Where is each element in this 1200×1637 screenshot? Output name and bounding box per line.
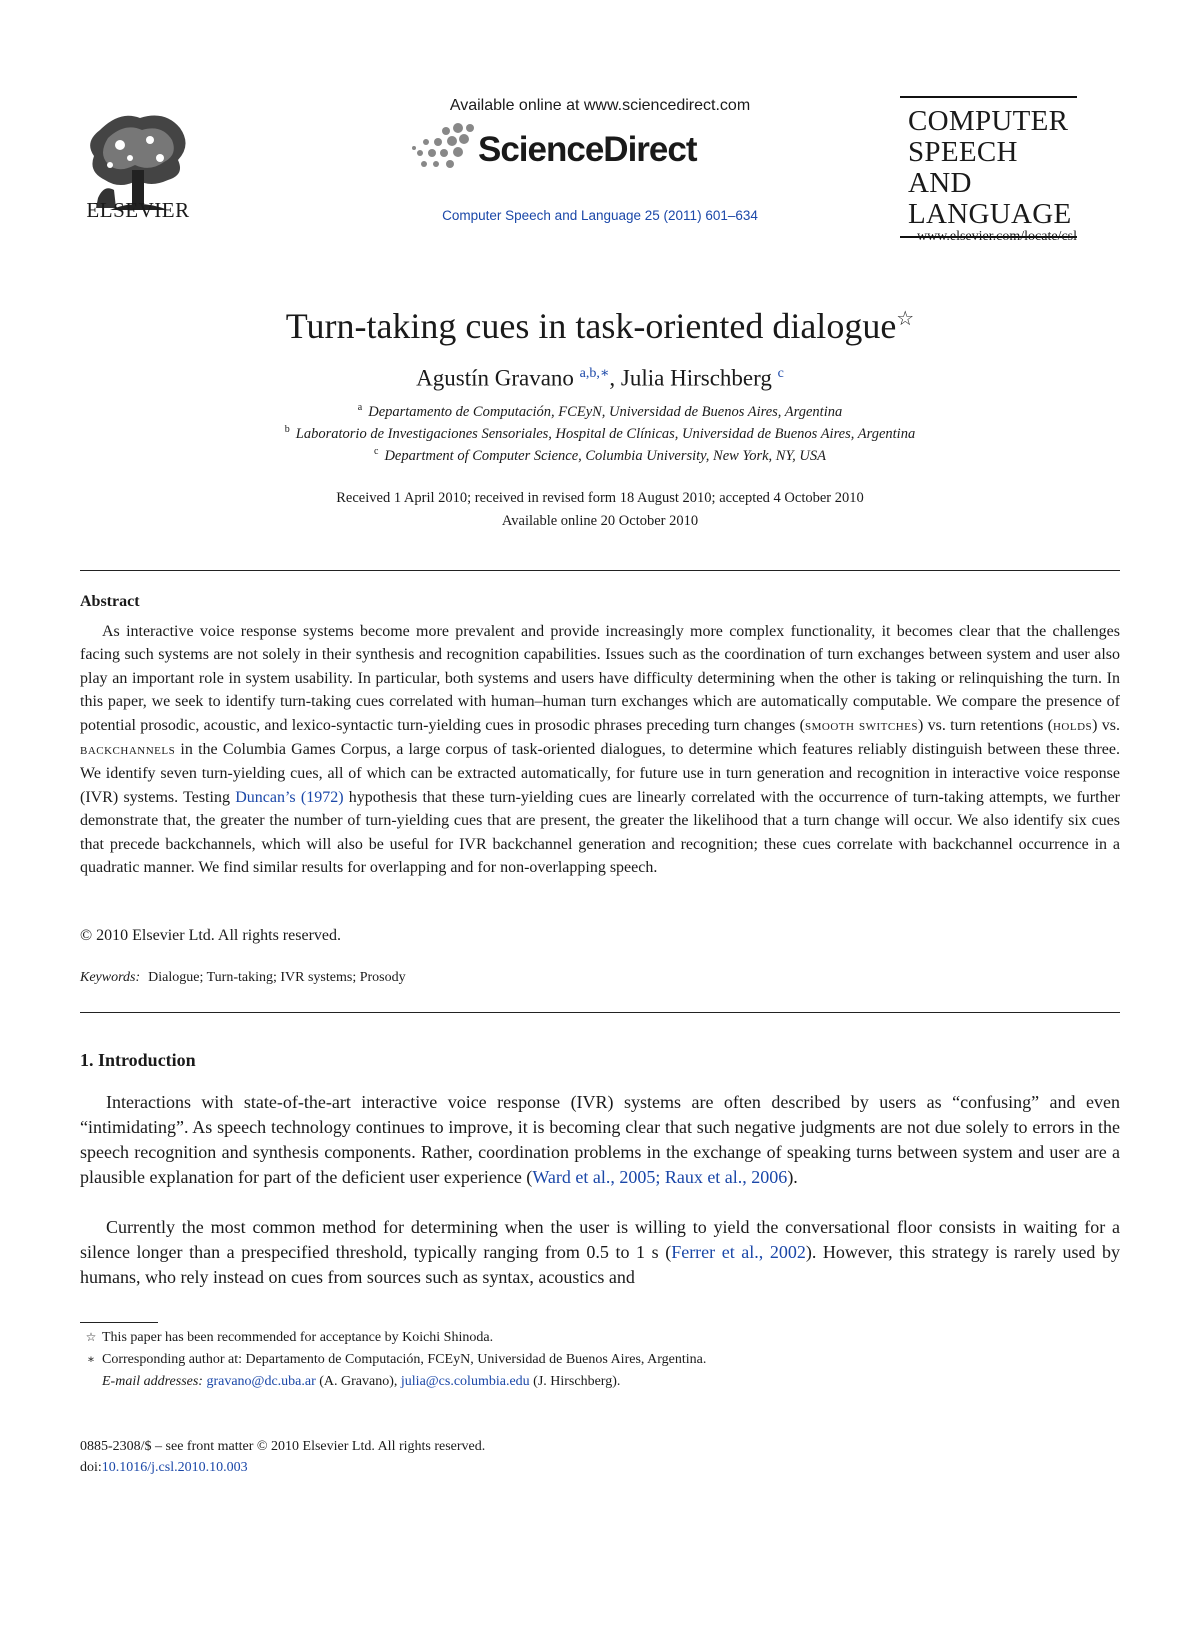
email-footnote [80,1374,620,1390]
footnote-mark: ☆ [85,1330,97,1344]
divider [80,570,1120,571]
affiliation-text: Laboratorio de Investigaciones Sensoriales, Hospital de Clínicas, Universidad de Buenos Aires, Argentina [295,425,916,442]
author-name: Julia Hirschberg [620,365,772,391]
available-online-text: Available online at www.sciencedirect.com [449,97,751,114]
author-affiliation-mark[interactable]: a,b,∗ [579,366,610,381]
title-text: Turn-taking cues in task-oriented dialogue [285,306,897,346]
citation-link[interactable]: Duncan’s (1972) [235,788,344,806]
doi-label: doi: [80,1460,102,1475]
title-footnote-mark[interactable]: ☆ [896,308,915,330]
elsevier-wordmark: ELSEVIER [86,198,190,222]
affiliation-mark: c [373,446,379,457]
email-link[interactable]: julia@cs.columbia.edu [400,1374,530,1389]
journal-url: www.elsevier.com/locate/csl [916,229,1077,244]
affiliation [0,402,1200,421]
issn-line: 0885-2308/$ – see front matter © 2010 Elsevier Ltd. All rights reserved. [80,1439,486,1454]
abstract-body [80,620,1120,879]
abstract-text: As interactive voice response systems become more prevalent and provide increasingly more complex functionality, it becomes clear that the challenges facing such systems are not solely in their synthesis and recognition capabilities. Issues such as the coordination of turn exchanges between system and user also play an important role in system usability. In particular, both systems and users have difficulty determining when the other is taking or relinquishing the turn. In this paper, we seek to identify turn-taking cues correlated with human–human turn exchanges which are automatically computable. We compare the presence of potential prosodic, acoustic, and lexico-syntactic turn-yielding cues in prosodic phrases preceding turn changes ( [80,623,1120,734]
author-name: Agustín Gravano [416,365,574,391]
sciencedirect-dots-icon [410,122,480,172]
paragraph-text: ). However, this strategy is rarely used by humans, who rely instead on cues from sources such as syntax, acoustics and [80,1242,1120,1287]
abstract-term: smooth switches [805,717,919,734]
journal-reference-link[interactable]: Computer Speech and Language 25 (2011) 601–634 [442,208,758,223]
footnote-text: This paper has been recommended for acceptance by Koichi Shinoda. [102,1330,494,1345]
paragraph-text: Interactions with state-of-the-art interactive voice response (IVR) systems are often described by users as “confusing” and even “intimidating”. As speech technology continues to improve, it is becoming clear that such negative judgments are not due solely to errors in the speech recognition and synthesis components. Rather, coordination problems in the exchange of speaking turns between system and user are a plausible explanation for part of the deficient user experience ( [80,1092,1120,1187]
affiliation-text: Department of Computer Science, Columbia University, New York, NY, USA [384,447,827,464]
affiliation-mark: a [357,402,363,413]
received-dates: Received 1 April 2010; received in revised form 18 August 2010; accepted 4 October 2010 [336,490,864,506]
email-label: E-mail addresses: [102,1374,203,1389]
abstract-text: in the Columbia Games Corpus, a large corpus of task-oriented dialogues, to determine which features reliably distinguish between these three. We identify seven turn-yielding cues, all of which can be extracted automatically, for future use in turn generation and recognition in interactive voice response (IVR) systems. Testing [80,741,1120,806]
keywords [80,970,406,986]
doi-link[interactable]: 10.1016/j.csl.2010.10.003 [101,1460,248,1475]
copyright-notice: © 2010 Elsevier Ltd. All rights reserved. [80,927,341,944]
paragraph [80,1215,1120,1290]
sciencedirect-wordmark: ScienceDirect [478,130,697,169]
affiliation-text: Departamento de Computación, FCEyN, Universidad de Buenos Aires, Argentina [368,403,843,420]
footnote-divider [80,1322,158,1323]
paragraph-text: Currently the most common method for determining when the user is willing to yield the conversational floor consists in waiting for a silence longer than a prespecified threshold, typically ranging from 0.5 to 1 s ( [80,1217,1120,1262]
author-affiliation-mark[interactable]: c [777,366,784,381]
affiliation [0,446,1200,465]
footnote-mark: ∗ [86,1352,96,1366]
article-dates [0,487,1200,533]
footnote-text: Corresponding author at: Departamento de Computación, FCEyN, Universidad de Buenos Aires, Argentina. [102,1352,707,1367]
journal-name-line: LANGUAGE [908,198,1072,230]
keywords-text: Dialogue; Turn-taking; IVR systems; Prosody [148,970,406,985]
affiliation-mark: b [284,424,290,435]
email-owner: (J. Hirschberg). [529,1374,621,1389]
citation-link[interactable]: Ferrer et al., 2002 [671,1242,806,1262]
abstract-term: holds [1052,717,1093,734]
abstract-text: hypothesis that these turn-yielding cues are linearly correlated with the occurrence of turn-taking attempts, we further demonstrate that, the greater the number of turn-yielding cues that are present, the greater the likelihood that a turn change will occur. We also identify six cues that precede backchannels, which will also be useful for IVR backchannel generation and recognition; these cues correlate with backchannel occurrence in a quadratic manner. We find similar results for overlapping and for non-overlapping speech. [80,788,1121,877]
keywords-label: Keywords: [80,970,141,985]
author-list: Agustín Gravano $^{a,b,∗}$, Julia Hirschberg $^c$ [416,365,784,391]
abstract-heading: Abstract [80,593,140,610]
doi-line [80,1460,248,1476]
paragraph-text: ). [787,1167,798,1187]
paper-title [0,305,1200,347]
journal-title-box [900,96,1077,238]
footnote [80,1330,493,1346]
email-owner: (A. Gravano), [315,1374,401,1389]
journal-name-line: COMPUTER [908,105,1069,137]
abstract-text: ) vs. [1092,716,1120,734]
paragraph [80,1090,1120,1190]
abstract-text: ) vs. turn retentions ( [918,716,1053,734]
footnote [80,1352,706,1368]
online-date: Available online 20 October 2010 [501,513,699,529]
citation-link[interactable]: Ward et al., 2005; Raux et al., 2006 [532,1167,788,1187]
affiliation [0,424,1200,443]
divider [80,1012,1120,1013]
journal-name-line: SPEECH AND [908,136,1018,199]
abstract-term: backchannels [80,742,176,759]
section-heading: 1. Introduction [80,1050,196,1070]
email-link[interactable]: gravano@dc.uba.ar [206,1374,316,1389]
